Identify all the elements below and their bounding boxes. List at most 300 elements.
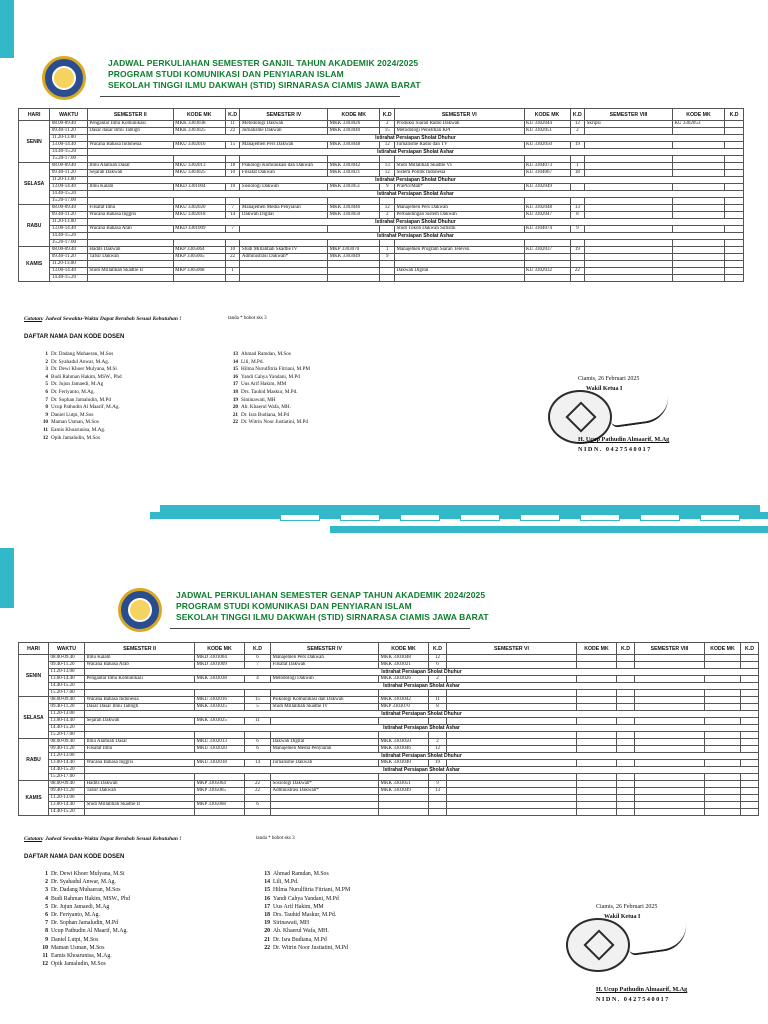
- course-cell: 7: [225, 205, 240, 212]
- table-row: [19, 739, 759, 746]
- course-cell: Administrasi Dakwah*: [240, 254, 328, 261]
- course-cell: [195, 795, 245, 802]
- course-cell: [570, 156, 585, 163]
- course-cell: Dakwah Digital: [395, 268, 525, 275]
- time-cell: 08.00-09.40: [49, 739, 85, 746]
- course-cell: [617, 746, 635, 753]
- course-cell: Tafsir Dakwah: [87, 254, 173, 261]
- course-cell: Filsafat Dakwah: [271, 662, 379, 669]
- time-cell: 08.00-09.40: [50, 121, 88, 128]
- course-cell: MKP 3305065: [195, 788, 245, 795]
- course-cell: [395, 275, 525, 282]
- time-cell: 13.00-14.40: [50, 268, 88, 275]
- day-cell: SENIN: [19, 121, 50, 163]
- course-cell: [585, 268, 673, 275]
- lecturer-item: [262, 944, 350, 952]
- time-cell: 14.40-15.20: [50, 233, 88, 240]
- time-cell: 14.40-15.20: [49, 767, 85, 774]
- title-line-2: PROGRAM STUDI KOMUNIKASI DAN PENYIARAN ISLAM: [108, 69, 344, 79]
- course-cell: KU 3304074: [524, 226, 570, 233]
- course-cell: [524, 254, 570, 261]
- course-cell: [725, 261, 744, 268]
- lecturer-code: 21: [232, 411, 238, 418]
- time-cell: 13.00-14.40: [49, 718, 85, 725]
- table-row: [19, 809, 759, 816]
- course-cell: [705, 676, 741, 683]
- lecturer-code: 15: [232, 366, 238, 373]
- signature-block: [548, 376, 678, 476]
- course-cell: 13: [570, 205, 585, 212]
- lecturer-name: Dr. Syahadul Anwar, M.Ag.: [51, 358, 110, 365]
- note-label: Catatan: [24, 836, 43, 842]
- course-cell: [741, 781, 759, 788]
- lecturer-name: Drs. Tauhid Maskur, M.Pd.: [241, 388, 298, 395]
- course-cell: Studi Tokoh Dakwah Sufistik: [395, 226, 525, 233]
- lecturer-item: [40, 960, 130, 968]
- break-cell: Istirahat Persiapan Sholat Dhuhur: [87, 219, 743, 226]
- course-cell: [577, 655, 617, 662]
- course-cell: [705, 760, 741, 767]
- table-row: [19, 170, 744, 177]
- course-cell: [635, 774, 705, 781]
- course-cell: [725, 128, 744, 135]
- lecturer-item: [40, 878, 130, 886]
- course-cell: 9: [380, 254, 395, 261]
- course-cell: [725, 226, 744, 233]
- course-cell: [585, 205, 673, 212]
- course-cell: [577, 690, 617, 697]
- sign-nidn: NIDN. 0427540017: [578, 446, 652, 453]
- course-cell: [245, 690, 271, 697]
- course-cell: [725, 184, 744, 191]
- lecturer-name: Dr. Sophan Jamaludin, M.Pd: [51, 920, 118, 927]
- table-row: [19, 767, 759, 774]
- course-cell: [447, 697, 577, 704]
- course-cell: Manajemen Program Siaran Televisi: [395, 247, 525, 254]
- course-cell: [245, 732, 271, 739]
- column-header: HARI: [19, 643, 49, 655]
- table-row: [19, 149, 744, 156]
- header-tile: [280, 514, 320, 521]
- lecturer-list-right: [262, 870, 350, 952]
- sign-role: Wakil Ketua I: [604, 914, 641, 920]
- schedule-table: [18, 642, 759, 816]
- table-row: [19, 683, 759, 690]
- course-cell: MKK 3303050: [379, 739, 429, 746]
- course-cell: [379, 774, 429, 781]
- course-cell: MKK 3303021: [328, 170, 380, 177]
- course-cell: [87, 261, 173, 268]
- course-cell: [87, 198, 173, 205]
- course-cell: MKK 3303048: [328, 142, 380, 149]
- table-row: [19, 177, 744, 184]
- course-cell: [85, 774, 195, 781]
- lecturer-code: 8: [45, 928, 48, 935]
- course-cell: [245, 809, 271, 816]
- course-cell: [705, 718, 741, 725]
- lecturer-item: [40, 952, 130, 960]
- lecturer-name: Hilma Nurulfitria Fitriani, M.PM: [273, 887, 351, 894]
- time-cell: 09.40-11.20: [49, 662, 85, 669]
- lecturer-name: Dr. Dewi Khoer Mulyana, M.Si: [51, 871, 125, 877]
- lecturer-item: [262, 919, 350, 927]
- schedule-page-genap: [0, 512, 768, 1024]
- lecturer-name: Ucup Pathudin Al Maarif, M.Ag.: [51, 928, 128, 935]
- break-cell: Istirahat Persiapan Sholat Ashar: [85, 767, 759, 774]
- course-cell: KU 3302049: [524, 184, 570, 191]
- course-cell: [395, 240, 525, 247]
- course-cell: [447, 718, 577, 725]
- course-cell: 4: [245, 676, 271, 683]
- lecturer-item: [40, 412, 122, 420]
- course-cell: [577, 760, 617, 767]
- course-cell: MKK 3303025: [173, 128, 225, 135]
- table-row: [19, 268, 744, 275]
- course-cell: [577, 704, 617, 711]
- time-cell: 11.20-13.00: [49, 711, 85, 718]
- course-cell: [672, 212, 724, 219]
- course-cell: [380, 198, 395, 205]
- signature-icon: [626, 922, 689, 956]
- table-row: [19, 261, 744, 268]
- course-cell: 22: [245, 781, 271, 788]
- time-cell: 09.40-11.20: [49, 746, 85, 753]
- course-cell: [617, 704, 635, 711]
- course-cell: [741, 662, 759, 669]
- header-tile: [520, 514, 560, 521]
- course-cell: 22: [245, 788, 271, 795]
- course-cell: MKP 3303070: [328, 247, 380, 254]
- note-text: : Jadwal Sewaktu-Waktu Dapat Berubah Sesuai Kebutuhan !: [42, 836, 182, 842]
- table-row: [19, 697, 759, 704]
- course-cell: [617, 774, 635, 781]
- course-cell: 6: [429, 662, 447, 669]
- course-cell: 12: [380, 142, 395, 149]
- course-cell: KU 3302048: [524, 205, 570, 212]
- course-cell: Metodologi Penelitian KPI: [395, 128, 525, 135]
- course-cell: MKU 3302020: [173, 205, 225, 212]
- column-header: HARI: [19, 109, 50, 121]
- lecturer-list-title: DAFTAR NAMA DAN KODE DOSEN: [24, 334, 125, 340]
- table-row: [19, 163, 744, 170]
- column-header: K.D: [741, 643, 759, 655]
- course-cell: [173, 261, 225, 268]
- course-cell: Wacana Bahasa Indonesia: [87, 142, 173, 149]
- course-cell: [725, 275, 744, 282]
- table-row: [19, 704, 759, 711]
- course-cell: KU 3302050: [524, 142, 570, 149]
- lecturer-name: Drs. Tauhid Maskur, M.Pd.: [273, 912, 337, 919]
- course-cell: [429, 802, 447, 809]
- sign-name: H. Ucup Pathudin Almaarif, M.Ag: [578, 436, 670, 443]
- course-cell: 10: [225, 184, 240, 191]
- break-cell: Istirahat Persiapan Sholat Dhuhur: [87, 135, 743, 142]
- footer-accent: [160, 505, 760, 512]
- course-cell: Dakwah Digital: [240, 212, 328, 219]
- course-cell: [585, 184, 673, 191]
- course-cell: [328, 156, 380, 163]
- course-cell: [271, 718, 379, 725]
- course-cell: [585, 128, 673, 135]
- course-cell: [225, 275, 240, 282]
- course-cell: Filsafat Ilmu: [85, 746, 195, 753]
- course-cell: [240, 261, 328, 268]
- course-cell: Sistem Politik Indonesia: [395, 170, 525, 177]
- course-cell: [617, 760, 635, 767]
- day-cell: SELASA: [19, 697, 49, 739]
- time-cell: 15.20-17.00: [50, 198, 88, 205]
- course-cell: MKK 3303021: [379, 662, 429, 669]
- course-cell: [447, 746, 577, 753]
- course-cell: Wacana Bahasa Arab: [87, 226, 173, 233]
- lecturer-code: 1: [45, 351, 48, 357]
- course-cell: [524, 156, 570, 163]
- course-cell: [447, 739, 577, 746]
- lecturer-name: Dr. Syahadul Anwar, M.Ag.: [51, 879, 116, 886]
- lecturer-code: 4: [45, 373, 48, 380]
- course-cell: MKK 3303026: [379, 676, 429, 683]
- course-cell: 1: [380, 247, 395, 254]
- course-cell: [85, 690, 195, 697]
- course-cell: Wacana Bahasa Arab: [85, 662, 195, 669]
- course-cell: 15: [245, 697, 271, 704]
- stamp-icon: [566, 918, 630, 972]
- course-cell: [577, 795, 617, 802]
- lecturer-item: [40, 419, 122, 427]
- course-cell: 6: [245, 739, 271, 746]
- sign-place-date: Ciamis, 26 Februari 2025: [596, 904, 658, 910]
- course-cell: [705, 795, 741, 802]
- lecturer-item: [40, 427, 122, 435]
- time-cell: 09.40-11.20: [49, 704, 85, 711]
- time-cell: 08.00-09.40: [49, 655, 85, 662]
- table-row: [19, 718, 759, 725]
- lecturer-name: Opik Jamaludin, M.Sos: [51, 961, 106, 968]
- course-cell: MKU 3302020: [195, 746, 245, 753]
- table-header-row: [19, 109, 744, 121]
- day-cell: SENIN: [19, 655, 49, 697]
- table-row: [19, 725, 759, 732]
- course-cell: [395, 198, 525, 205]
- course-cell: [725, 156, 744, 163]
- course-cell: 10: [225, 170, 240, 177]
- course-cell: [85, 732, 195, 739]
- course-cell: MKK 3303040: [379, 760, 429, 767]
- time-cell: 09.40-11.20: [50, 212, 88, 219]
- course-cell: [570, 184, 585, 191]
- course-cell: [585, 170, 673, 177]
- break-cell: Istirahat Persiapan Sholat Ashar: [87, 149, 743, 156]
- title-block: [108, 58, 421, 91]
- course-cell: [725, 121, 744, 128]
- course-cell: [577, 662, 617, 669]
- column-header: WAKTU: [49, 643, 85, 655]
- course-cell: 18: [570, 170, 585, 177]
- course-cell: [577, 746, 617, 753]
- course-cell: [635, 781, 705, 788]
- course-cell: MKK 3303046: [328, 205, 380, 212]
- course-cell: [617, 781, 635, 788]
- lecturer-code: 20: [232, 404, 238, 411]
- table-row: [19, 669, 759, 676]
- course-cell: 22: [570, 268, 585, 275]
- lecturer-name: Dr. Dadang Muhaeran, M.Sos: [51, 887, 121, 894]
- course-cell: 1: [225, 268, 240, 275]
- course-cell: Wacana Bahasa Inggris: [85, 760, 195, 767]
- lecturer-name: Dr. Feriyanto, M.Ag.: [51, 912, 100, 919]
- course-cell: [429, 732, 447, 739]
- title-divider: [170, 628, 470, 629]
- course-cell: [395, 156, 525, 163]
- course-cell: [672, 205, 724, 212]
- lecturer-name: Ab. Khaerul Wafa, MH.: [241, 404, 291, 411]
- course-cell: [672, 156, 724, 163]
- course-cell: [585, 163, 673, 170]
- lecturer-item: [230, 366, 310, 374]
- note-label: Catatan: [24, 316, 43, 322]
- lecturer-item: [230, 381, 310, 389]
- lecturer-code: 11: [43, 426, 48, 433]
- course-cell: 13: [380, 163, 395, 170]
- course-cell: [635, 739, 705, 746]
- course-cell: [635, 676, 705, 683]
- lecturer-code: 3: [45, 366, 48, 373]
- schedule-note: [24, 316, 181, 322]
- course-cell: [635, 809, 705, 816]
- course-cell: [725, 170, 744, 177]
- course-cell: [271, 774, 379, 781]
- column-header: KODE MK: [672, 109, 724, 121]
- course-cell: MKU 3302018: [195, 760, 245, 767]
- course-cell: [635, 802, 705, 809]
- lecturer-code: 13: [232, 351, 238, 357]
- sign-name: H. Ucup Pathudin Almaarif, M.Ag: [596, 986, 688, 993]
- course-cell: Tafsir Dakwah: [85, 788, 195, 795]
- title-line-3: SEKOLAH TINGGI ILMU DAKWAH (STID) SIRNARASA CIAMIS JAWA BARAT: [176, 612, 489, 622]
- course-cell: 19: [429, 760, 447, 767]
- column-header: SEMESTER IV: [271, 643, 379, 655]
- table-row: [19, 788, 759, 795]
- course-cell: Sejarah Dakwah: [85, 718, 195, 725]
- header-tile: [460, 514, 500, 521]
- course-cell: [672, 240, 724, 247]
- course-cell: MKP 3305064: [195, 781, 245, 788]
- course-cell: MKU 3303025: [173, 170, 225, 177]
- lecturer-code: 14: [264, 879, 270, 886]
- lecturer-code: 10: [42, 419, 48, 426]
- day-cell: KAMIS: [19, 781, 49, 816]
- course-cell: [705, 697, 741, 704]
- lecturer-item: [40, 903, 130, 911]
- course-cell: [379, 809, 429, 816]
- lecturer-code: 22: [232, 419, 238, 426]
- course-cell: [741, 774, 759, 781]
- course-cell: [87, 240, 173, 247]
- lecturer-code: 17: [264, 903, 270, 910]
- time-cell: 14.40-15.20: [50, 149, 88, 156]
- course-cell: [741, 788, 759, 795]
- course-cell: [617, 809, 635, 816]
- course-cell: [635, 655, 705, 662]
- course-cell: [617, 732, 635, 739]
- lecturer-code: 2: [45, 879, 48, 886]
- course-cell: Manajemen Pers Dakwah: [271, 655, 379, 662]
- course-cell: KU 3302053: [672, 121, 724, 128]
- course-cell: 2: [380, 121, 395, 128]
- course-cell: [741, 746, 759, 753]
- course-cell: [524, 240, 570, 247]
- course-cell: [635, 697, 705, 704]
- course-cell: [672, 275, 724, 282]
- lecturer-item: [230, 404, 310, 412]
- course-cell: 11: [245, 718, 271, 725]
- time-cell: 09.40-11.20: [49, 788, 85, 795]
- course-cell: KU 3302051: [524, 128, 570, 135]
- time-cell: 15.20-17.00: [49, 774, 85, 781]
- lecturer-item: [40, 919, 130, 927]
- college-logo: [42, 56, 86, 100]
- lecturer-code: 6: [45, 388, 48, 395]
- course-cell: [225, 240, 240, 247]
- lecturer-code: 12: [42, 961, 48, 968]
- course-cell: [585, 198, 673, 205]
- course-cell: [585, 247, 673, 254]
- course-cell: [380, 156, 395, 163]
- lecturer-name: Dr. Dewi Khoer Mulyana, M.Si: [51, 366, 117, 373]
- lecturer-code: 20: [264, 928, 270, 935]
- course-cell: 18: [225, 163, 240, 170]
- lecturer-item: [40, 351, 122, 359]
- course-cell: MKP 3303070: [379, 704, 429, 711]
- lecturer-name: Yandi Cahya Yandani, M.Pd: [241, 373, 300, 380]
- lecturer-name: Ahmad Ramdan, M.Sos: [273, 871, 329, 877]
- lecturer-code: 3: [45, 887, 48, 894]
- lecturer-code: 16: [264, 895, 270, 902]
- break-cell: Istirahat Persiapan Sholat Dhuhur: [85, 669, 759, 676]
- course-cell: [577, 781, 617, 788]
- lecturer-list-right: [230, 351, 310, 427]
- course-cell: MKK 3303046: [379, 746, 429, 753]
- lecturer-name: Dr. Witrin Noor Justiatini, M.Pd: [273, 944, 348, 951]
- course-cell: [741, 795, 759, 802]
- course-cell: [195, 690, 245, 697]
- course-cell: [395, 261, 525, 268]
- time-cell: 13.00-14.40: [50, 184, 88, 191]
- course-cell: [173, 275, 225, 282]
- column-header: KODE MK: [524, 109, 570, 121]
- lecturer-code: 1: [45, 871, 48, 877]
- break-cell: Istirahat Persiapan Sholat Ashar: [87, 191, 743, 198]
- lecturer-code: 4: [45, 895, 48, 902]
- course-cell: [570, 254, 585, 261]
- title-line-2: PROGRAM STUDI KOMUNIKASI DAN PENYIARAN ISLAM: [176, 601, 412, 611]
- course-cell: MKP 3305068: [195, 802, 245, 809]
- lecturer-item: [40, 374, 122, 382]
- time-cell: 08.00-09.40: [49, 781, 85, 788]
- course-cell: Metodologi Dakwah: [240, 121, 328, 128]
- column-header: K.D: [225, 109, 240, 121]
- header-tile: [700, 514, 740, 521]
- course-cell: [380, 240, 395, 247]
- course-cell: 5: [245, 704, 271, 711]
- course-cell: PraPlo/Mah*: [395, 184, 525, 191]
- course-cell: [705, 655, 741, 662]
- course-cell: 9: [570, 226, 585, 233]
- column-header: K.D: [617, 643, 635, 655]
- lecturer-name: Sirinawati, MH: [273, 920, 310, 927]
- lecturer-code: 18: [232, 388, 238, 395]
- course-cell: [577, 732, 617, 739]
